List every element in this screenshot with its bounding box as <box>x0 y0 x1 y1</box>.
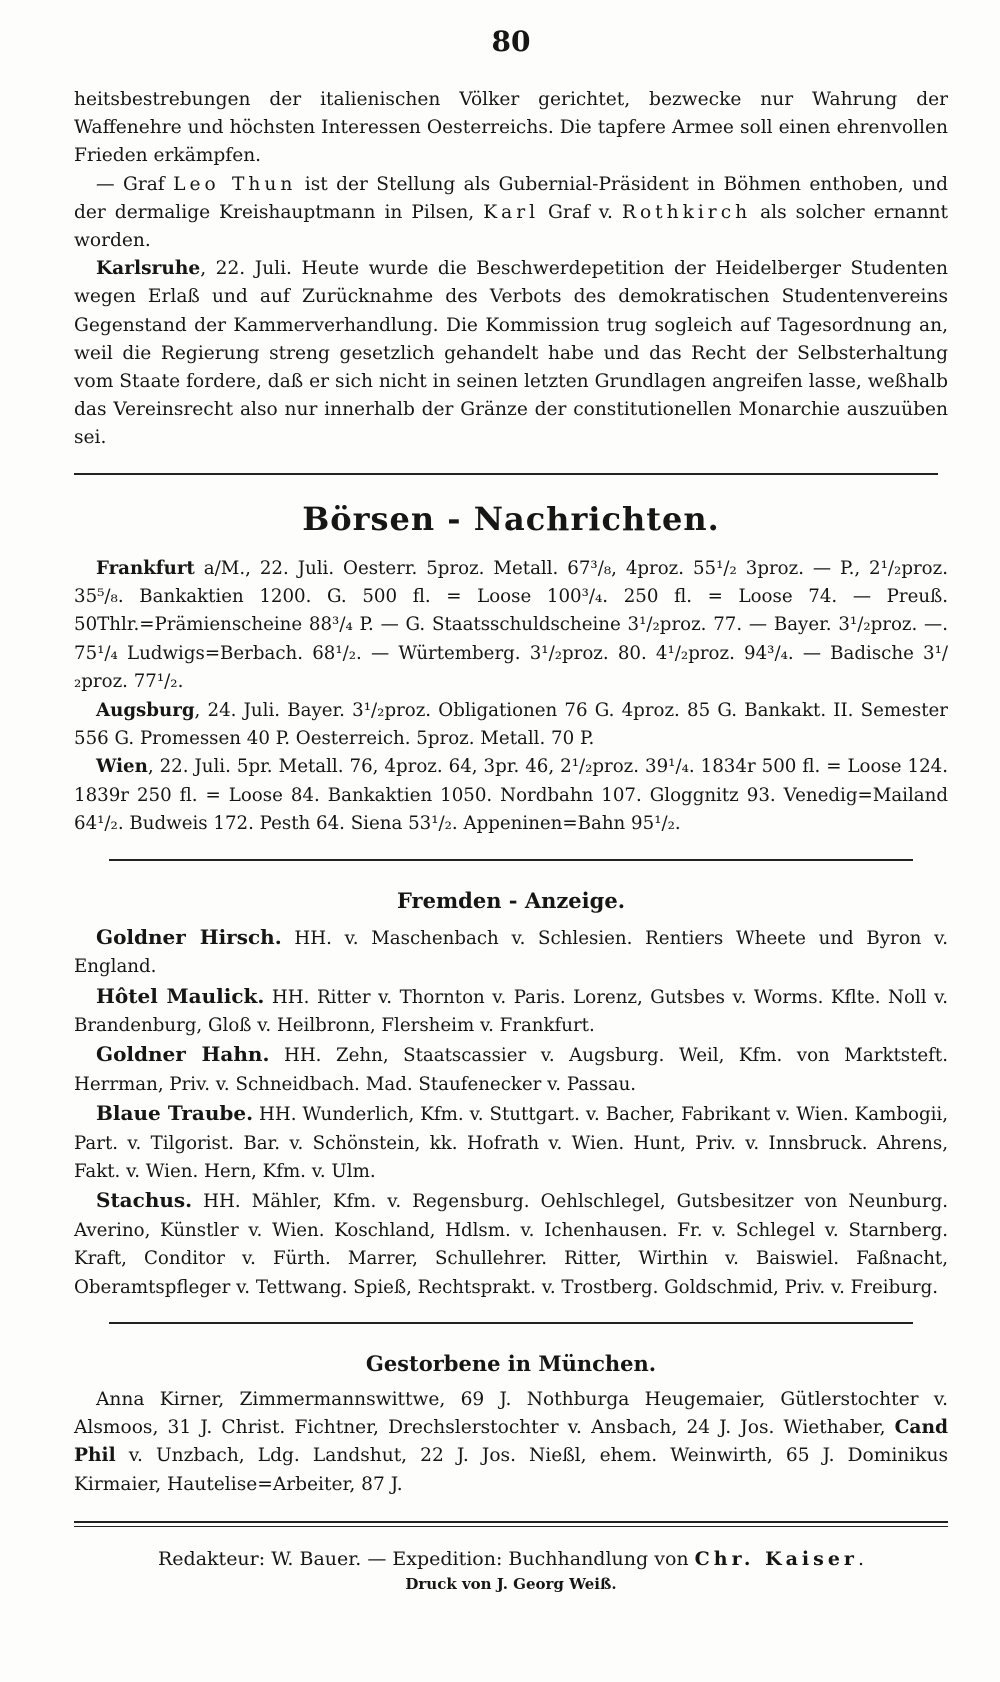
person-name: Karl <box>483 201 540 223</box>
guest-list: HH. Zehn, Staatscassier v. Augsburg. Weil, Kfm. von Marktsteft. Herrman, Priv. v. Schneidbach. Mad. Staufenecker v. Passau. <box>74 1045 948 1095</box>
news-article <box>74 86 948 453</box>
publisher-name: Chr. Kaiser <box>694 1547 858 1570</box>
deaths-list <box>74 1386 948 1499</box>
hotel-entry <box>74 1040 948 1099</box>
section-title: Gestorbene in München. <box>365 1350 657 1376</box>
text-fragment: v. Unzbach, Ldg. Landshut, 22 J. Jos. Nießl, ehem. Weinwirth, 65 J. Dominikus Kirmaier, Hautelise=Arbeiter, 87 J. <box>74 1445 948 1495</box>
article-paragraph-1: heitsbestrebungen der italienischen Völker gerichtet, bezwecke nur Wahrung der Waffenehre und höchsten Interessen Oesterreichs. Die tapfere Armee soll einen ehrenvollen Frieden erkämpfen. <box>74 89 948 167</box>
text-fragment: Redakteur: W. Bauer. — Expedition: Buchhandlung von <box>158 1547 695 1570</box>
section-title: Fremden - Anzeige. <box>396 887 626 913</box>
dateline-city: Augsburg <box>96 699 195 721</box>
text-fragment: Anna Kirner, Zimmermannswittwe, 69 J. Nothburga Heugemaier, Gütlerstochter v. Alsmoos, 31 J. Christ. Fichtner, Drechslerstochter v. Ansbach, 24 J. Jos. Wiethaber, <box>74 1388 948 1439</box>
text-fragment: Graf v. <box>539 201 622 223</box>
hotel-entry <box>74 923 948 982</box>
dateline-city: Karlsruhe <box>96 258 201 280</box>
augsburg-report <box>74 697 948 754</box>
person-name: Leo Thun <box>173 173 297 195</box>
deaths-section <box>74 1350 948 1499</box>
text-fragment: a/M., 22. Juli. Oesterr. 5proz. Metall. 67³/₈, 4proz. 55¹/₂ 3proz. — P., 2¹/₂proz. 35⁵/₈. Bankaktien 1200. G. 500 fl. = Loose 100³/₄. 250 fl. = Loose 74. — Preuß. 50Thlr.=Prämienscheine 88³/₄ P. — G. Staatsschuldscheine 3¹/₂proz. 77. — Bayer. 3¹/₂proz. —. 75¹/₄ Ludwigs=Berbach. 68¹/₂. — Würtemberg. 3¹/₂proz. 80. 4¹/₂proz. 94³/₄. — Badische 3¹/₂proz. 77¹/₂. <box>74 557 948 693</box>
hotel-name: Goldner Hirsch. <box>96 924 282 949</box>
article-paragraph-2 <box>74 171 948 256</box>
section-divider <box>74 473 938 475</box>
text-fragment: als solcher ernannt worden. <box>74 201 949 252</box>
guest-list: HH. v. Maschenbach v. Schlesien. Rentiers Wheete und Byron v. England. <box>74 927 948 978</box>
text-fragment: , 22. Juli. Heute wurde die Beschwerdepetition der Heidelberger Studenten wegen Erlaß und auf Zurücknahme des Verbots des demokratischen Studentenvereins Gegenstand der Kammerverhandlung. Die Kommission trug sogleich auf Tagesordnung an, weil die Regierung streng gesetzlich gehandelt habe und das Recht der Selbsterhaltung vom Staate fordere, daß er sich nicht in seinen letzten Grundlagen angreifen lasse, weßhalb das Vereinsrecht also nur innerhalb der Gränze der constitutionellen Monarchie auszuüben sei. <box>74 258 948 449</box>
hotel-entry <box>74 1099 948 1186</box>
text-fragment: , 22. Juli. 5pr. Metall. 76, 4proz. 64, 3pr. 46, 2¹/₂proz. 39¹/₄. 1834r 500 fl. = Loose 124. 1839r 250 fl. = Loose 84. Bankaktien 1050. Nordbahn 107. Gloggnitz 93. Venedig=Mailand 64¹/₂. Budweis 172. Pesth 64. Siena 53¹/₂. Appeninen=Bahn 95¹/₂. <box>74 756 948 835</box>
academic-title: Cand Phil <box>74 1417 948 1467</box>
hotel-name: Stachus. <box>96 1188 193 1213</box>
text-fragment: ist der Stellung als Gubernial-Präsident in Böhmen enthoben, und der dermalige Kreishauptmann in Pilsen, <box>74 173 948 223</box>
hotel-entry <box>74 1186 948 1302</box>
text-fragment: — Graf <box>96 173 174 195</box>
frankfurt-report <box>74 555 948 697</box>
hotel-name: Hôtel Maulick. <box>96 983 265 1008</box>
text-fragment: . <box>857 1547 864 1570</box>
hotel-name: Blaue Traube. <box>96 1101 254 1126</box>
page-number: 80 <box>491 25 531 58</box>
imprint <box>74 1545 948 1595</box>
person-name: Rothkirch <box>621 201 752 223</box>
guest-list: HH. Ritter v. Thornton v. Paris. Lorenz, Gutsbes v. Worms. Kflte. Noll v. Brandenburg, Gloß v. Heilbronn, Flersheim v. Frankfurt. <box>74 986 948 1036</box>
stock-exchange-section <box>74 501 948 839</box>
section-title: Börsen - Nachrichten. <box>302 499 720 538</box>
wien-report <box>74 753 948 838</box>
text-fragment: , 24. Juli. Bayer. 3¹/₂proz. Obligationen 76 G. 4proz. 85 G. Bankakt. II. Semester 556 G. Promessen 40 P. Oesterreich. 5proz. Metall. 70 P. <box>74 699 948 750</box>
dateline-city: Frankfurt <box>96 557 195 579</box>
editor-line <box>74 1545 948 1573</box>
guest-list: HH. Mähler, Kfm. v. Regensburg. Oehlschlegel, Gutsbesitzer von Neunburg. Averino, Künstler v. Wien. Koschland, Hdlsm. v. Ichenhausen. Fr. v. Schlegel v. Starnberg. Kraft, Conditor v. Fürth. Marrer, Schullehrer. Ritter, Wirthin v. Baiswiel. Faßnacht, Oberamtspfleger v. Tettwang. Spieß, Rechtsprakt. v. Trostberg. Goldschmid, Priv. v. Freiburg. <box>74 1191 948 1298</box>
dateline-city: Wien <box>96 756 148 778</box>
printer-line: Druck von J. Georg Weiß. <box>405 1574 617 1593</box>
visitors-section <box>74 887 948 1302</box>
article-paragraph-3 <box>74 255 948 452</box>
section-divider <box>109 859 913 861</box>
hotel-entry <box>74 982 948 1041</box>
section-divider <box>109 1322 913 1324</box>
footer-divider <box>74 1521 948 1527</box>
guest-list: HH. Wunderlich, Kfm. v. Stuttgart. v. Bacher, Fabrikant v. Wien. Kambogii, Part. v. Tilgorist. Bar. v. Schönstein, kk. Hofrath v. Wien. Hunt, Priv. v. Innsbruck. Ahrens, Fakt. v. Wien. Hern, Kfm. v. Ulm. <box>74 1104 948 1182</box>
hotel-name: Goldner Hahn. <box>96 1042 270 1067</box>
